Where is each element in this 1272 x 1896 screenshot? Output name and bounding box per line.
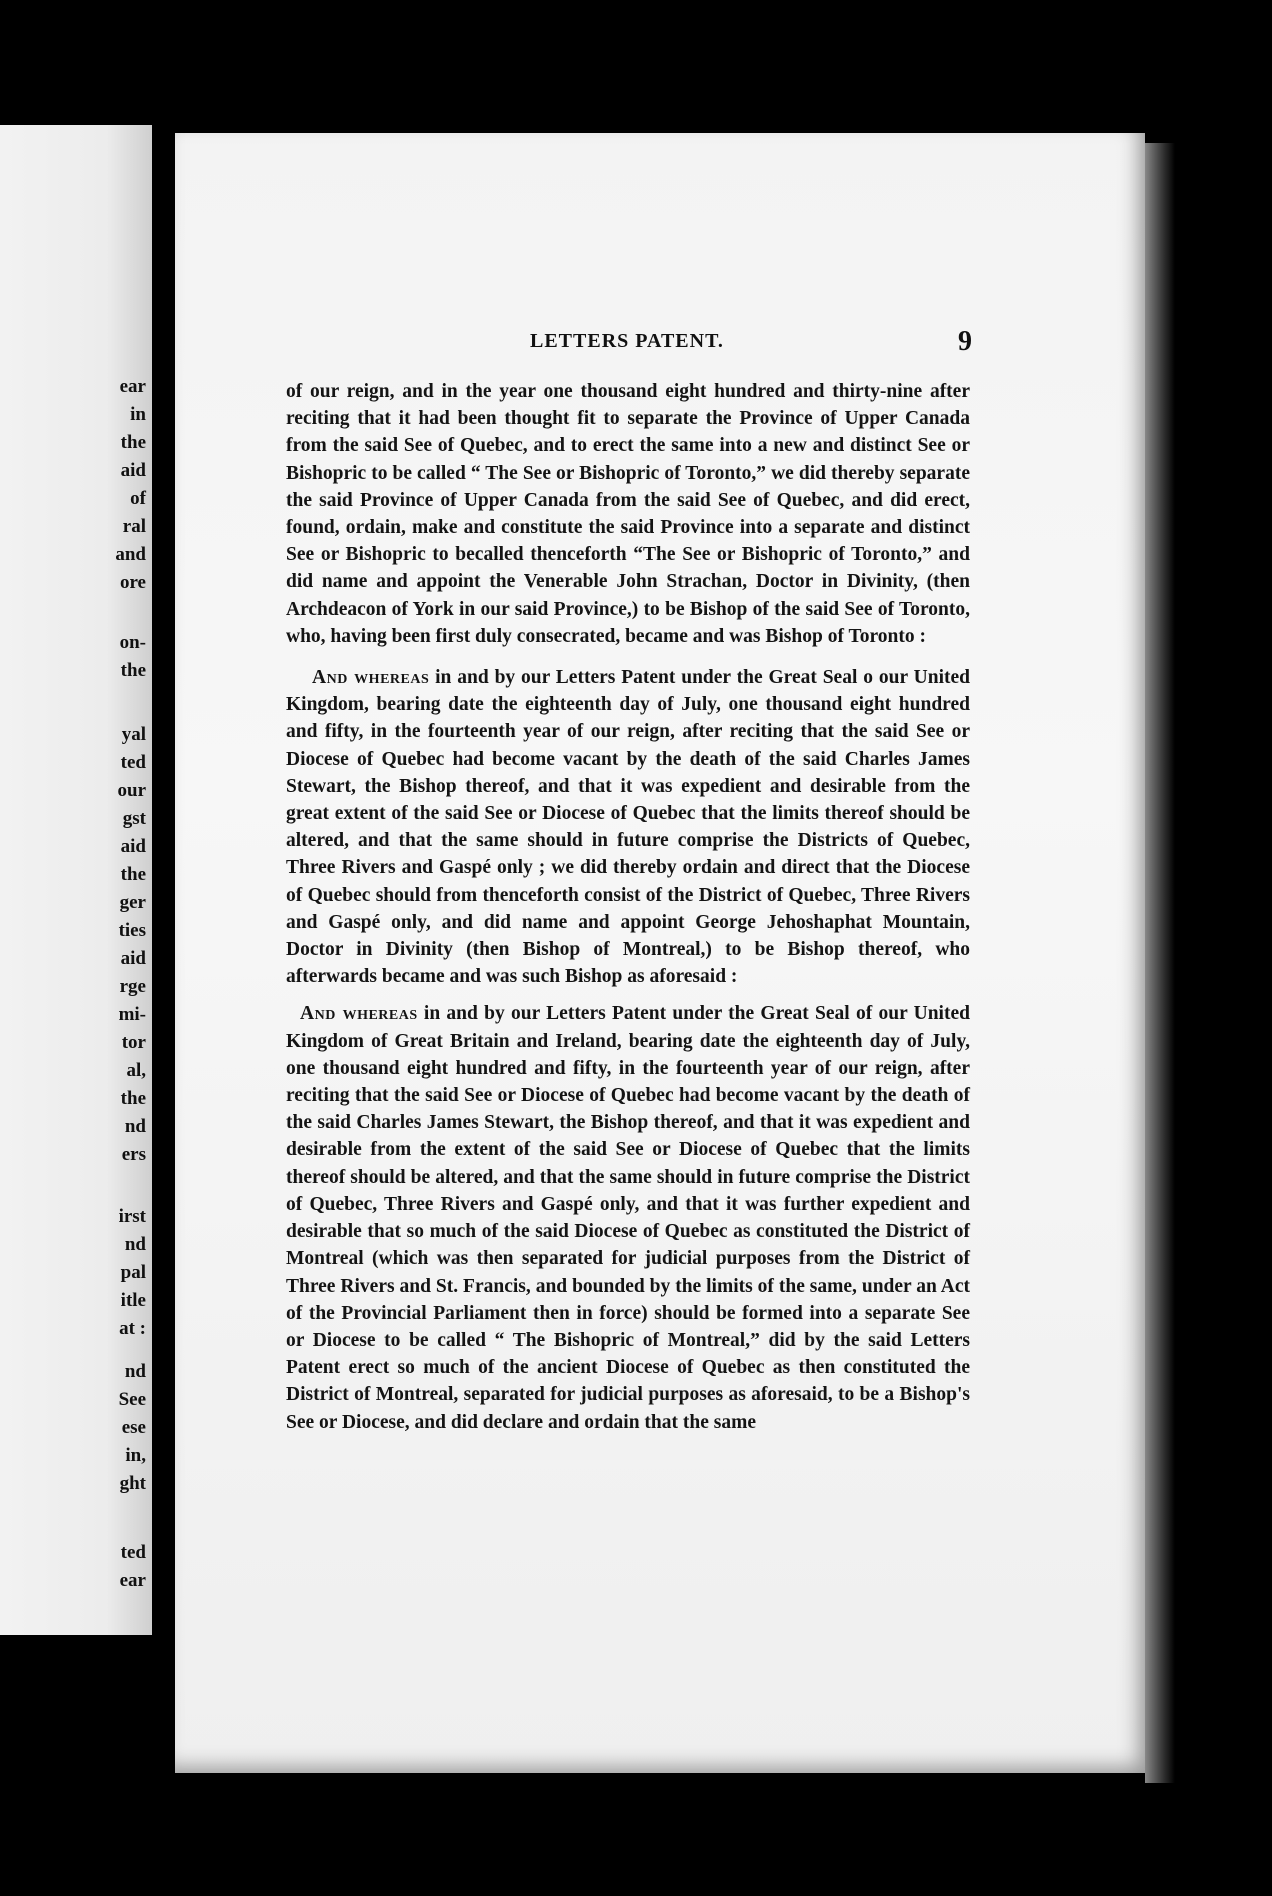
- left-fragment-group-1: [115, 373, 146, 597]
- left-fragment-word: ger: [119, 892, 146, 913]
- left-fragment-group-3: [118, 721, 147, 1169]
- left-fragment-word: ties: [118, 920, 146, 941]
- left-fragment-word: nd: [124, 1361, 146, 1382]
- left-fragment-word: ers: [121, 1144, 146, 1165]
- left-fragment-group-5: [119, 1358, 146, 1498]
- left-fragment-word: ted: [120, 1542, 146, 1563]
- left-fragment-word: the: [120, 864, 146, 885]
- left-fragment-word: gst: [122, 808, 146, 829]
- left-fragment-word: pal: [120, 1262, 146, 1283]
- left-fragment-group-2: [120, 629, 146, 685]
- page-title: LETTERS PATENT.: [530, 330, 724, 352]
- left-fragment-word: the: [120, 660, 146, 681]
- page-number: 9: [958, 326, 972, 357]
- left-fragment-word: yal: [121, 724, 146, 745]
- paragraph-2-text: in and by our Letters Patent under the Great Seal o our United Kingdom, bearing date the eighteenth day of July, one thousand eight hundred and fifty, in the fourteenth year of our reign, after reciting that the said See or Diocese of Quebec had become vacant by the death of the said Charles James Stewart, the Bishop thereof, and that it was expedient and desirable from the great extent of the said See or Diocese of Quebec that the limits thereof should be altered, and that the same should in future comprise the Districts of Quebec, Three Rivers and Gaspé only ; we did thereby ordain and direct that the Diocese of Quebec should from thenceforth consist of the District of Quebec, Three Rivers and Gaspé only, and did name and appoint George Jehoshaphat Mountain, Doctor in Divinity (then Bishop of Montreal,) to be Bishop thereof, who afterwards became and was such Bishop as aforesaid :: [286, 667, 970, 988]
- paragraph-2-lead: And whereas: [312, 667, 430, 689]
- body-text: [286, 378, 970, 1436]
- left-fragment-word: of: [130, 488, 146, 509]
- left-fragment-word: tor: [121, 1032, 146, 1053]
- left-fragment-word: aid: [120, 836, 146, 857]
- paragraph-2: [286, 664, 970, 990]
- paragraph-3: [286, 1000, 970, 1435]
- left-fragment-word: the: [120, 1088, 146, 1109]
- left-fragment-word: ral: [122, 516, 146, 537]
- running-head: [0, 326, 1272, 360]
- left-fragment-word: ese: [121, 1417, 146, 1438]
- left-fragment-word: ght: [119, 1473, 146, 1494]
- left-fragment-word: on-: [119, 632, 146, 653]
- left-fragment-word: and: [115, 544, 146, 565]
- left-fragment-word: mi-: [118, 1004, 146, 1025]
- left-fragment-word: al,: [126, 1060, 146, 1081]
- left-fragment-group-4: [119, 1203, 146, 1343]
- left-fragment-word: our: [117, 780, 146, 801]
- left-fragment-word: in: [130, 404, 146, 425]
- left-fragment-word: ear: [119, 1570, 146, 1591]
- left-fragment-word: in,: [125, 1445, 146, 1466]
- left-fragment-word: aid: [120, 948, 146, 969]
- left-fragment-word: the: [120, 432, 146, 453]
- left-fragment-word: ore: [119, 572, 146, 593]
- left-fragment-word: itle: [120, 1290, 146, 1311]
- paragraph-3-text: in and by our Letters Patent under the Great Seal of our United Kingdom of Great Britain and Ireland, bearing date the eighteenth day of July, one thousand eight hundred and fifty, in the fourteenth year of our reign, after reciting that the said See or Diocese of Quebec had become vacant by the death of the said Charles James Stewart, the Bishop thereof, and that it was expedient and desirable from the extent of the said See or Diocese of Quebec that the limits thereof should be altered, and that the same should in future comprise the District of Quebec, Three Rivers and Gaspé only, and that it was further expedient and desirable that so much of the said Diocese of Quebec as constituted the District of Montreal (which was then separated for judicial purposes from the District of Three Rivers and St. Francis, and bounded by the limits of the same, under an Act of the Provincial Parliament then in force) should be formed into a separate See or Diocese to be called “ The Bishopric of Montreal,” did by the said Letters Patent erect so much of the ancient Diocese of Quebec as then constituted the District of Montreal, separated for judicial purposes as aforesaid, to be a Bishop's See or Diocese, and did declare and ordain that the same: [286, 1003, 970, 1433]
- left-fragment-word: at :: [119, 1318, 146, 1339]
- left-fragment-word: See: [118, 1389, 146, 1410]
- paragraph-3-lead: And whereas: [300, 1003, 418, 1025]
- left-fragment-word: irst: [118, 1206, 146, 1227]
- left-fragment-word: aid: [120, 460, 146, 481]
- left-fragment-word: rge: [119, 976, 146, 997]
- left-fragment-word: nd: [124, 1116, 146, 1137]
- left-fragment-word: ear: [119, 376, 146, 397]
- left-fragment-group-6: [120, 1539, 146, 1595]
- left-fragment-word: ted: [120, 752, 146, 773]
- left-fragment-word: nd: [124, 1234, 146, 1255]
- paragraph-1: of our reign, and in the year one thousand eight hundred and thirty-nine after reciting that it had been thought fit to separate the Province of Upper Canada from the said See of Quebec, and to erect the same into a new and distinct See or Bishopric to be called “ The See or Bishopric of Toronto,” we did thereby separate the said Province of Upper Canada from the said See of Quebec, and did erect, found, ordain, make and constitute the said Province into a separate and distinct See or Bishopric to becalled thenceforth “The See or Bishopric of Toronto,” and did name and appoint the Venerable John Strachan, Doctor in Divinity, (then Archdeacon of York in our said Province,) to be Bishop of the said See of Toronto, who, having been first duly consecrated, became and was Bishop of Toronto :: [286, 381, 970, 647]
